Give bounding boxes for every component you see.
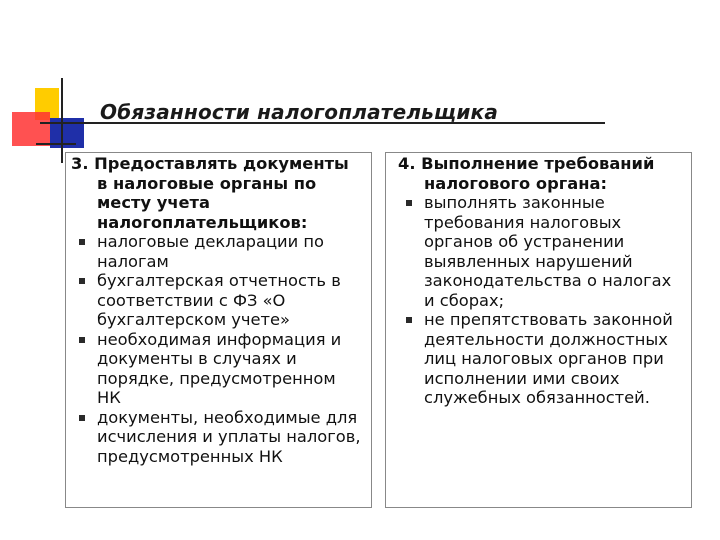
bullet-icon [79,337,85,343]
left-panel [65,152,372,508]
left-heading: 3. Предоставлять документы в налоговые органы по месту учета налогоплательщиков: [71,154,349,232]
decor-short-line [36,143,76,145]
list-item-text: бухгалтерская отчетность в соответствии с ФЗ «О бухгалтерском учете» [97,271,341,329]
decor-vertical-line [61,78,63,163]
list-item-text: выполнять законные требования налоговых органов об устранении выявленных нарушений законодательства о налогах и сборах; [424,193,672,310]
right-list [398,193,683,408]
bullet-icon [406,317,412,323]
decor-red-square [12,112,50,146]
list-item [71,271,363,330]
right-panel [385,152,692,508]
list-item [398,310,683,408]
bullet-icon [79,415,85,421]
list-item-text: налоговые декларации по налогам [97,232,324,271]
list-item-text: документы, необходимые для исчисления и уплаты налогов, предусмотренных НК [97,407,361,466]
right-heading: 4. Выполнение требований налогового органа: [398,154,655,193]
list-item [71,232,363,271]
list-item-text: не препятствовать законной деятельности должностных лиц налоговых органов при исполнении ими своих служебных обязанностей. [424,310,673,407]
bullet-icon [406,200,412,206]
list-item-text: необходимая информация и документы в случаях и порядке, предусмотренном НК [97,329,342,407]
slide-title: Обязанности налогоплательщика [100,100,499,124]
list-item [71,330,363,408]
bullet-icon [79,239,85,245]
bullet-icon [79,278,85,284]
list-item [71,408,363,467]
left-list [71,232,363,466]
list-item [398,193,683,310]
